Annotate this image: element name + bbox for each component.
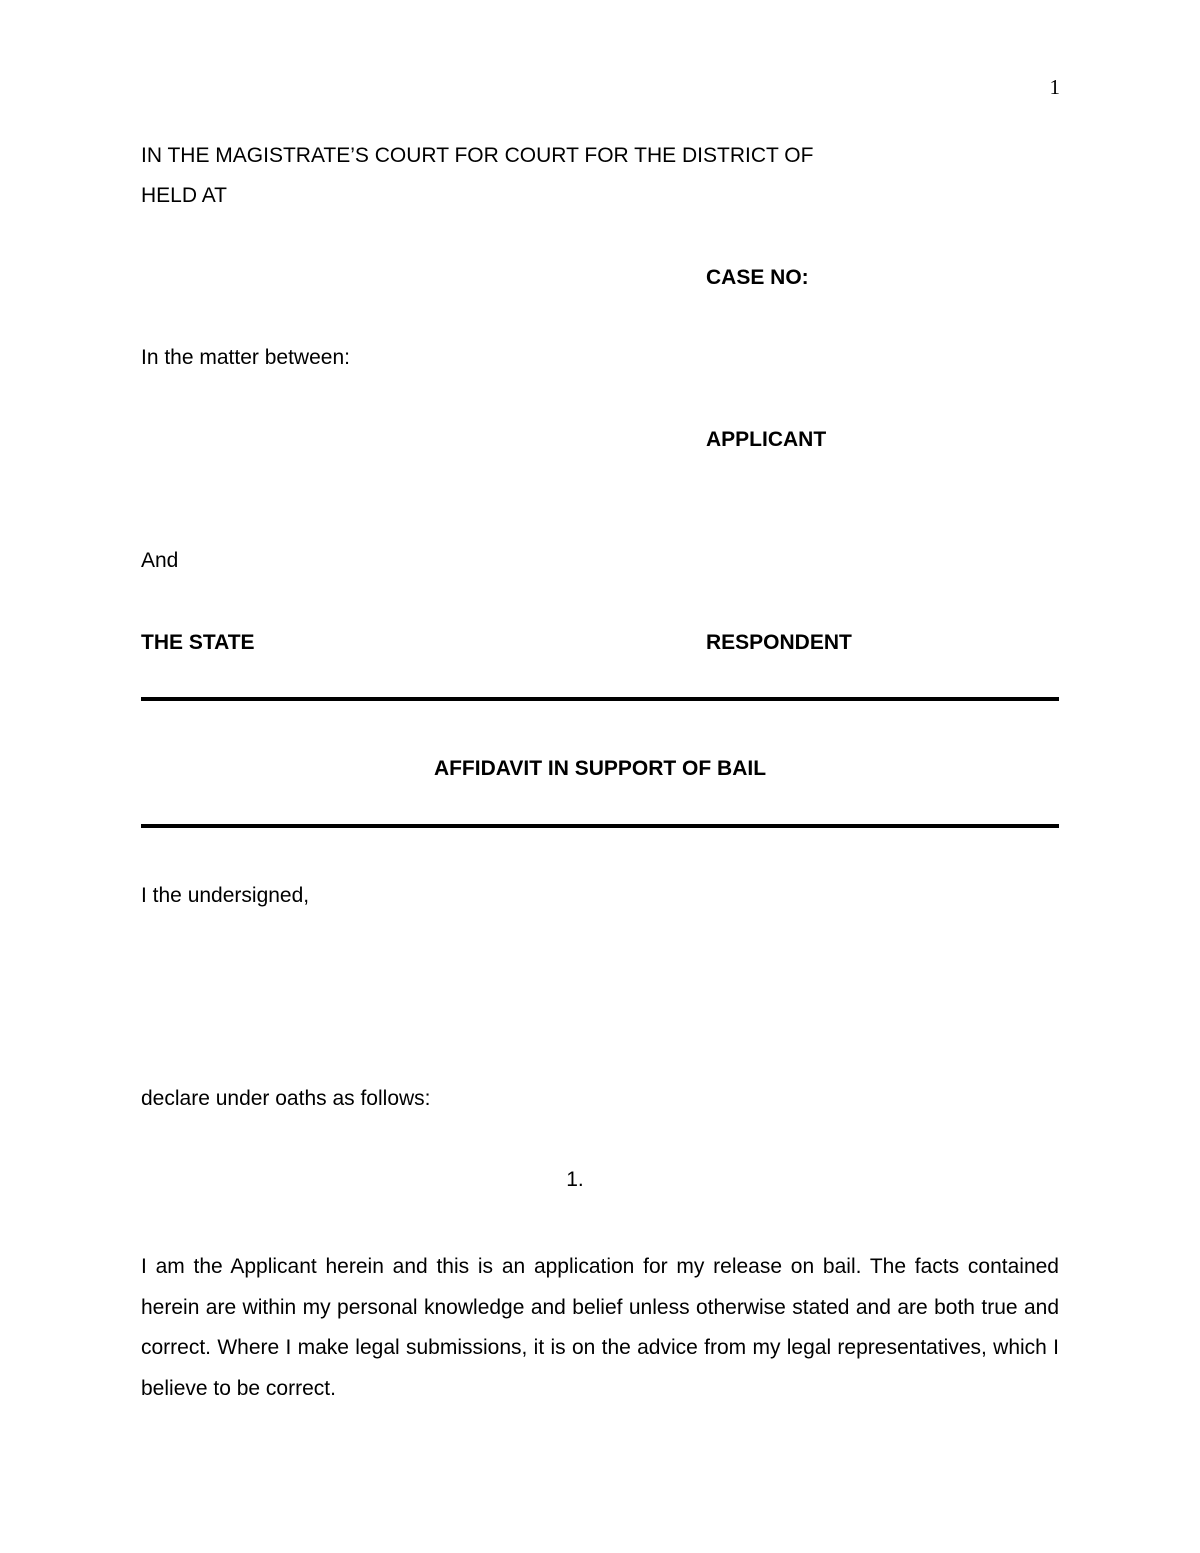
document-title: AFFIDAVIT IN SUPPORT OF BAIL [433,757,767,780]
respondent-label: RESPONDENT [706,631,852,654]
matter-between-text: In the matter between: [141,346,350,369]
and-text: And [141,549,179,572]
page-number: 1 [1049,75,1060,99]
paragraph-number: 1. [566,1168,584,1191]
held-at-line: HELD AT [141,184,227,207]
respondent-party-name: THE STATE [141,631,255,654]
title-bottom-rule [141,824,1059,828]
applicant-label: APPLICANT [706,428,827,451]
case-number-label: CASE NO: [706,266,809,289]
court-heading: IN THE MAGISTRATE’S COURT FOR COURT FOR THE DISTRICT OF [141,144,814,167]
undersigned-text: I the undersigned, [141,884,310,907]
paragraph-text: I am the Applicant herein and this is an application for my release on bail. The facts contained herein are within my personal knowledge and belief unless otherwise stated and are both true and correct. Where I make legal submissions, it is on the advice from my legal representatives, which I believe to be correct. [141,1255,1059,1400]
title-top-rule [141,697,1059,701]
declaration-text: declare under oaths as follows: [141,1087,431,1110]
